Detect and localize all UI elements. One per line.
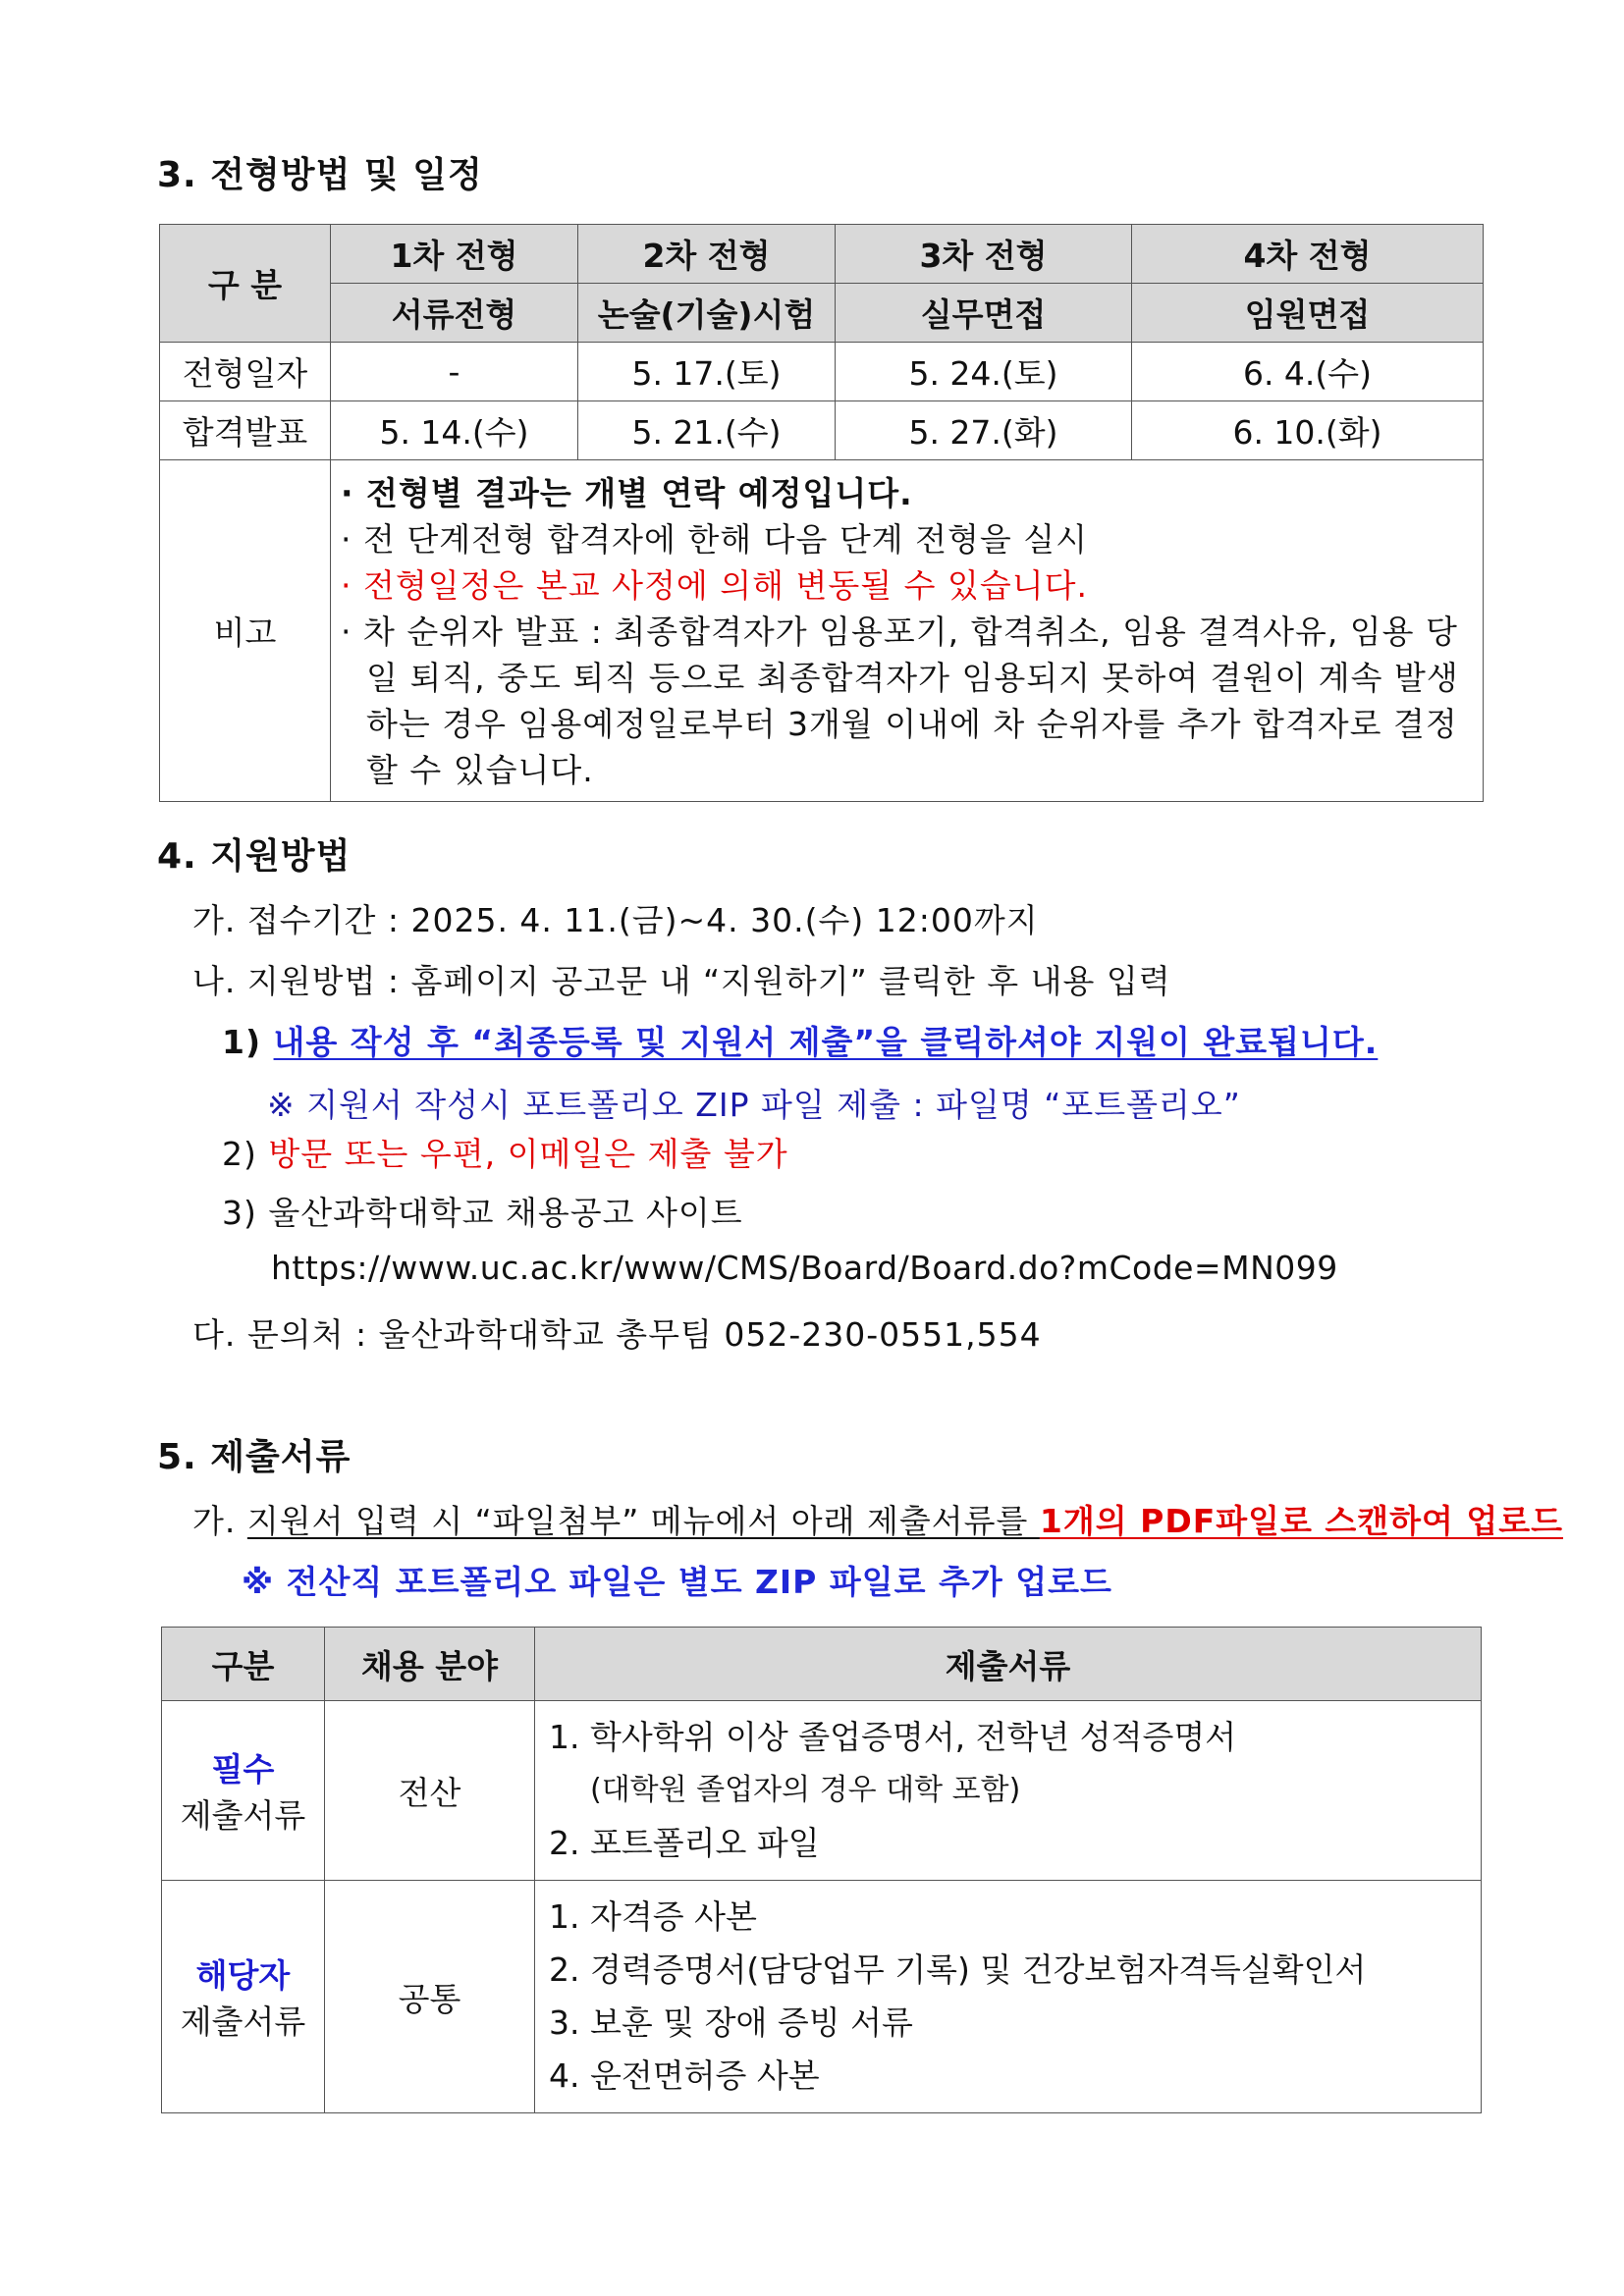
note-item: · 전 단계전형 합격자에 한해 다음 단계 전형을 실시 [341, 520, 1088, 559]
section-3-heading: 3. 전형방법 및 일정 [157, 155, 483, 195]
document-item-note: (대학원 졸업자의 경우 대학 포함) [590, 1773, 1021, 1807]
table-row [162, 1881, 1482, 2113]
row-label: 전형일자 [160, 343, 331, 401]
section-4-heading: 4. 지원방법 [157, 836, 352, 877]
schedule-cell: - [331, 343, 578, 401]
table-row [160, 343, 1484, 401]
instruction-2-text: 방문 또는 우편, 이메일은 제출 불가 [268, 1135, 788, 1173]
submission-instruction [192, 1496, 1563, 1542]
stage-header: 4차 전형 [1132, 225, 1484, 284]
instruction-2-number: 2) [222, 1135, 257, 1173]
schedule-cell: 5. 21.(수) [578, 401, 836, 460]
document-item: 1. 자격증 사본 [549, 1897, 757, 1936]
table-row [162, 1701, 1482, 1881]
documents-cell [535, 1701, 1482, 1881]
docs-header: 제출서류 [535, 1628, 1482, 1701]
document-item: 1. 학사학위 이상 졸업증명서, 전학년 성적증명서 [549, 1718, 1237, 1756]
note-item: · 차 순위자 발표 : 최종합격자가 임용포기, 합격취소, 임용 결격사유, 임용 당일 퇴직, 중도 퇴직 등으로 최종합격자가 임용되지 못하여 결원이 계속 발생하는 경우 임용예정일로부터 3개월 이내에 차 순위자를 추가 합격자로 결정할 수 있습니다. [341, 613, 1459, 789]
document-item: 3. 보훈 및 장애 증빙 서류 [549, 2003, 913, 2042]
field-cell: 공통 [325, 1881, 535, 2113]
application-method: 나. 지원방법 : 홈페이지 공고문 내 “지원하기” 클릭한 후 내용 입력 [192, 962, 1171, 1000]
portfolio-note: ※ 지원서 작성시 포트폴리오 ZIP 파일 제출 : 파일명 “포트폴리오” [267, 1086, 1241, 1124]
schedule-header-category: 구 분 [160, 225, 331, 343]
section-5-heading: 5. 제출서류 [157, 1437, 352, 1477]
documents-cell [535, 1881, 1482, 2113]
stage-type-header: 실무면접 [836, 284, 1132, 343]
instruction-pdf-requirement: 1개의 PDF파일로 스캔하여 업로드 [1039, 1502, 1564, 1540]
row-label: 비고 [160, 460, 331, 802]
recruit-site-link[interactable]: https://www.uc.ac.kr/www/CMS/Board/Board.do?mCode=MN099 [271, 1249, 1338, 1287]
stage-type-header: 서류전형 [331, 284, 578, 343]
instruction-2 [222, 1129, 788, 1175]
notes-cell [331, 460, 1484, 802]
document-item: 4. 운전면허증 사본 [549, 2056, 820, 2095]
instruction-prefix: 가. [192, 1502, 247, 1540]
note-item: · 전형일정은 본교 사정에 의해 변동될 수 있습니다. [341, 566, 1088, 605]
docs-header: 채용 분야 [325, 1628, 535, 1701]
document-item: 2. 경력증명서(담당업무 기록) 및 건강보험자격득실확인서 [549, 1950, 1367, 1989]
document-item: 2. 포트폴리오 파일 [549, 1824, 820, 1862]
schedule-cell: 5. 17.(토) [578, 343, 836, 401]
category-subtitle: 제출서류 [180, 2002, 306, 2041]
category-cell [162, 1881, 325, 2113]
instruction-1-text: 내용 작성 후 “최종등록 및 지원서 제출”을 클릭하셔야 지원이 완료됩니다. [273, 1023, 1379, 1061]
documents-table [161, 1627, 1482, 2113]
schedule-table [159, 224, 1484, 802]
table-row [160, 460, 1484, 802]
application-period: 가. 접수기간 : 2025. 4. 11.(금)~4. 30.(수) 12:00까지 [192, 901, 1039, 939]
field-cell: 전산 [325, 1701, 535, 1881]
docs-header: 구분 [162, 1628, 325, 1701]
instruction-3: 3) 울산과학대학교 채용공고 사이트 [222, 1194, 743, 1232]
stage-type-header: 논술(기술)시험 [578, 284, 836, 343]
stage-type-header: 임원면접 [1132, 284, 1484, 343]
category-cell [162, 1701, 325, 1881]
category-subtitle: 제출서류 [180, 1796, 306, 1835]
category-title: 해당자 [195, 1956, 291, 1995]
schedule-cell: 5. 24.(토) [836, 343, 1132, 401]
schedule-cell: 6. 4.(수) [1132, 343, 1484, 401]
category-title: 필수 [211, 1750, 275, 1789]
instruction-1 [222, 1017, 1378, 1063]
row-label: 합격발표 [160, 401, 331, 460]
table-row [160, 401, 1484, 460]
stage-header: 3차 전형 [836, 225, 1132, 284]
schedule-cell: 5. 27.(화) [836, 401, 1132, 460]
stage-header: 1차 전형 [331, 225, 578, 284]
note-item: · 전형별 결과는 개별 연락 예정입니다. [341, 474, 913, 512]
schedule-cell: 6. 10.(화) [1132, 401, 1484, 460]
schedule-cell: 5. 14.(수) [331, 401, 578, 460]
instruction-underlined: 지원서 입력 시 “파일첨부” 메뉴에서 아래 제출서류를 [246, 1502, 1040, 1540]
instruction-1-number: 1) [222, 1023, 262, 1061]
stage-header: 2차 전형 [578, 225, 836, 284]
contact-info: 다. 문의처 : 울산과학대학교 총무팀 052-230-0551,554 [192, 1315, 1042, 1354]
portfolio-zip-note: ※ 전산직 포트폴리오 파일은 별도 ZIP 파일로 추가 업로드 [242, 1563, 1112, 1601]
